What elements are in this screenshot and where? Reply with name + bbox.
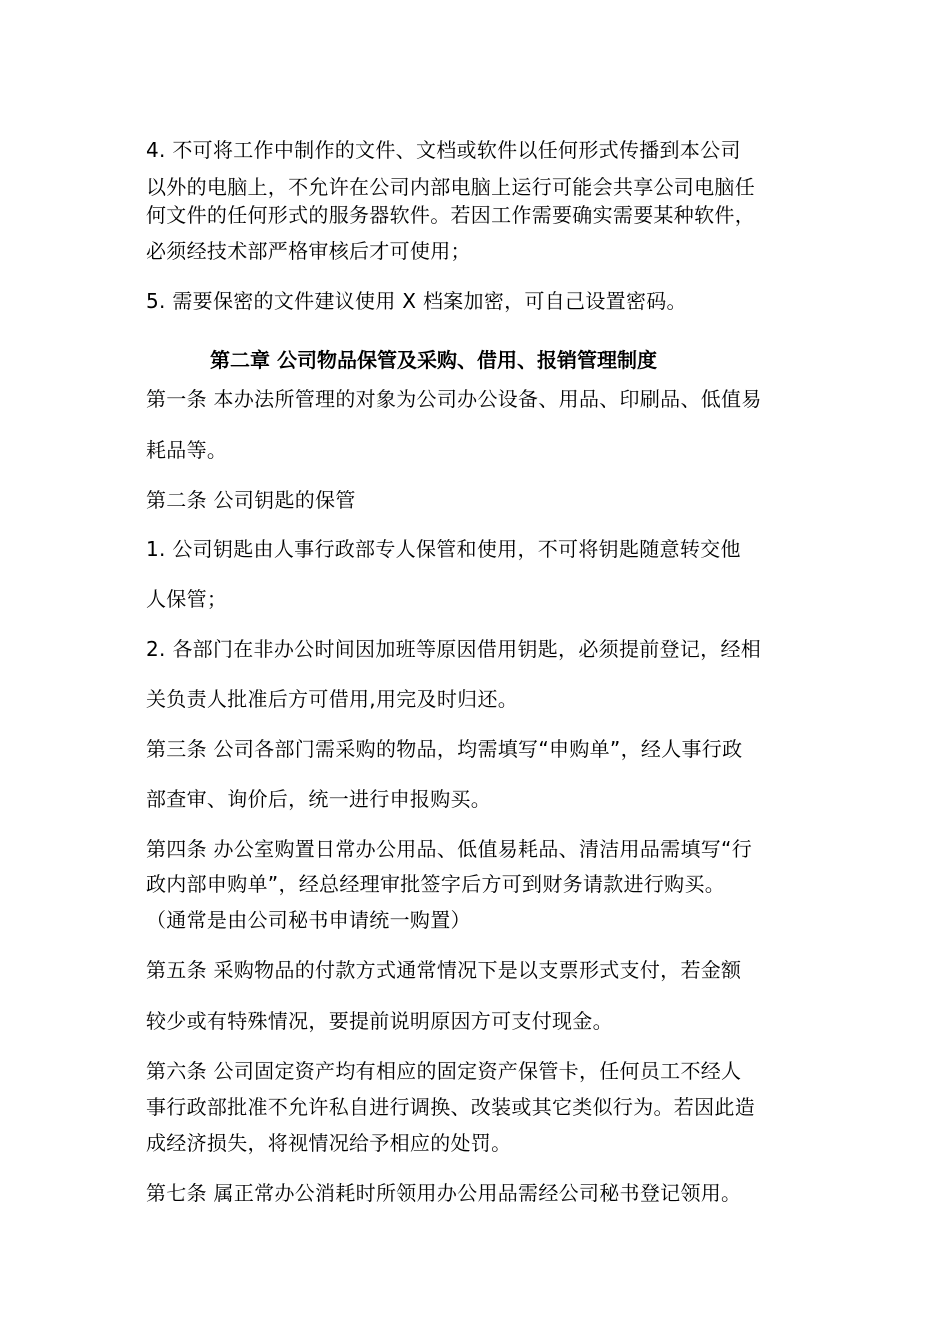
paragraph-line: 2. 各部门在非办公时间因加班等原因借用钥匙，必须提前登记，经相 (146, 637, 762, 661)
paragraph-line: （通常是由公司秘书申请统一购置） (146, 908, 471, 932)
paragraph-line: 第一条 本办法所管理的对象为公司办公设备、用品、印刷品、低值易 (146, 387, 762, 411)
paragraph-line: 耗品等。 (146, 438, 228, 462)
paragraph-line: 关负责人批准后方可借用,用完及时归还。 (146, 687, 519, 711)
paragraph-line: 第六条 公司固定资产均有相应的固定资产保管卡，任何员工不经人 (146, 1059, 742, 1083)
paragraph-line: 政内部申购单”，经总经理审批签字后方可到财务请款进行购买。 (146, 872, 726, 896)
paragraph-line: 4. 不可将工作中制作的文件、文档或软件以任何形式传播到本公司 (146, 138, 741, 162)
paragraph-line: 第五条 采购物品的付款方式通常情况下是以支票形式支付，若金额 (146, 958, 742, 982)
paragraph-line: 第四条 办公室购置日常办公用品、低值易耗品、清洁用品需填写“行 (146, 837, 753, 861)
paragraph-line: 事行政部批准不允许私自进行调换、改装或其它类似行为。若因此造 (146, 1095, 755, 1119)
paragraph-line: 必须经技术部严格审核后才可使用； (146, 239, 471, 263)
paragraph-line: 成经济损失，将视情况给予相应的处罚。 (146, 1131, 512, 1155)
paragraph-line: 第二条 公司钥匙的保管 (146, 488, 356, 512)
paragraph-line: 部查审、询价后，统一进行申报购买。 (146, 787, 492, 811)
paragraph-line: 人保管； (146, 587, 228, 611)
chapter-heading: 第二章 公司物品保管及采购、借用、报销管理制度 (210, 348, 657, 372)
paragraph-line: 第七条 属正常办公消耗时所领用办公用品需经公司秘书登记领用。 (146, 1181, 742, 1205)
paragraph-line: 5. 需要保密的文件建议使用 X 档案加密，可自己设置密码。 (146, 289, 687, 313)
paragraph-line: 第三条 公司各部门需采购的物品，均需填写“申购单”，经人事行政 (146, 737, 743, 761)
paragraph-line: 1. 公司钥匙由人事行政部专人保管和使用，不可将钥匙随意转交他 (146, 537, 741, 561)
paragraph-line: 何文件的任何形式的服务器软件。若因工作需要确实需要某种软件， (146, 203, 755, 227)
paragraph-line: 以外的电脑上，不允许在公司内部电脑上运行可能会共享公司电脑任 (146, 175, 755, 199)
paragraph-line: 较少或有特殊情况，要提前说明原因方可支付现金。 (146, 1009, 613, 1033)
